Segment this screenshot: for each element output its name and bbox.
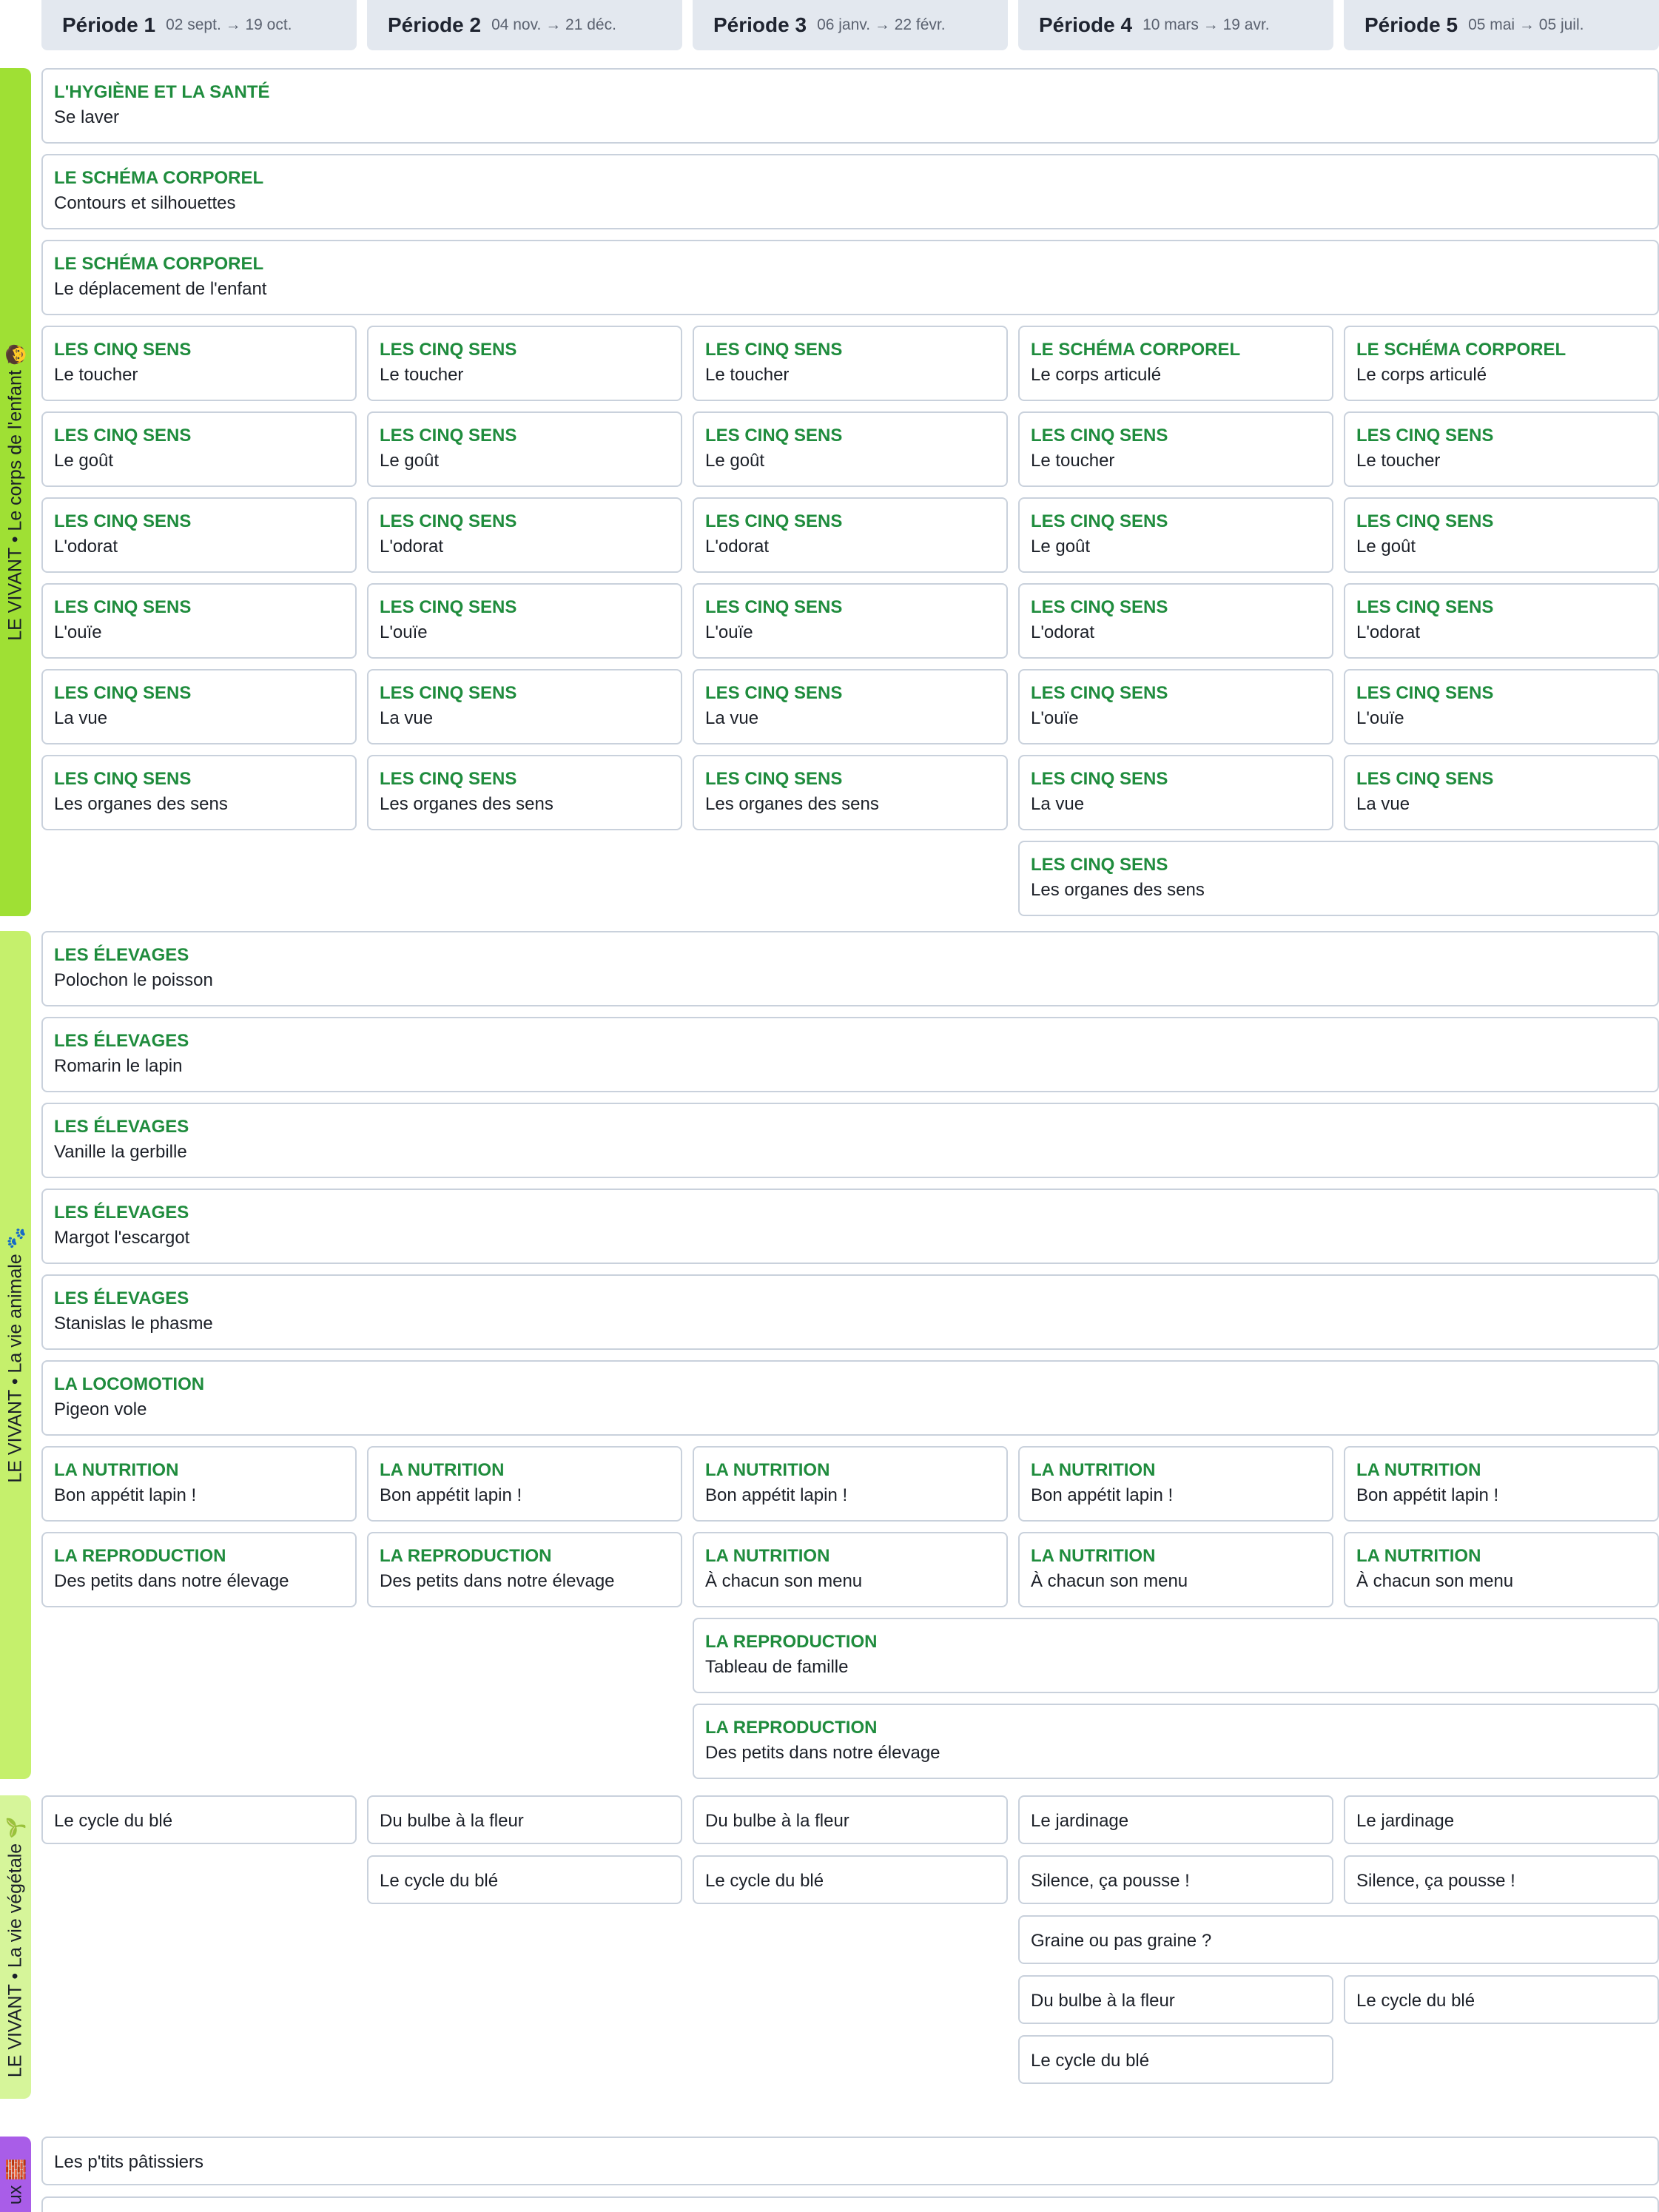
card-category: LE SCHÉMA CORPOREL: [1356, 340, 1567, 360]
card-category: LES CINQ SENS: [705, 597, 843, 617]
activity-card[interactable]: [693, 1446, 1008, 1522]
card-category: L'HYGIÈNE ET LA SANTÉ: [54, 82, 270, 102]
card-title: Bon appétit lapin !: [1031, 1485, 1174, 1505]
activity-card[interactable]: [1018, 583, 1333, 659]
card-category: LES CINQ SENS: [1031, 683, 1168, 703]
card-title: Le cycle du blé: [54, 1811, 173, 1831]
card-category: LES CINQ SENS: [705, 683, 843, 703]
card-title: La vue: [54, 708, 108, 728]
activity-card[interactable]: [41, 1103, 1659, 1178]
card-title: Les organes des sens: [705, 794, 879, 814]
card-title: Bon appétit lapin !: [380, 1485, 522, 1505]
card-title: Le toucher: [705, 365, 790, 385]
card-title: Le jardinage: [1031, 1811, 1129, 1831]
bricks-icon: 🧱: [5, 2159, 26, 2181]
period-header-1[interactable]: [41, 0, 357, 50]
activity-card[interactable]: [1344, 755, 1659, 830]
activity-card[interactable]: [1018, 1446, 1333, 1522]
card-category: LES ÉLEVAGES: [54, 1288, 189, 1308]
activity-card[interactable]: [41, 1360, 1659, 1436]
activity-card[interactable]: [1344, 1855, 1659, 1904]
activity-card[interactable]: [1344, 411, 1659, 487]
card-title: La vue: [380, 708, 434, 728]
card-title: Bon appétit lapin !: [705, 1485, 848, 1505]
activity-card[interactable]: [693, 669, 1008, 744]
activity-card[interactable]: [367, 755, 682, 830]
card-category: LES CINQ SENS: [1356, 597, 1494, 617]
card-title: Les organes des sens: [1031, 880, 1205, 900]
activity-card[interactable]: [1344, 1532, 1659, 1607]
card-category: LES CINQ SENS: [705, 340, 843, 360]
activity-card[interactable]: [693, 583, 1008, 659]
card-title: L'ouïe: [705, 622, 753, 642]
activity-card[interactable]: [1018, 1855, 1333, 1904]
card-category: LA NUTRITION: [1031, 1460, 1156, 1480]
activity-card[interactable]: [1344, 1446, 1659, 1522]
card-title: Le cycle du blé: [380, 1871, 499, 1891]
card-title: Du bulbe à la fleur: [705, 1811, 849, 1831]
card-title: À chacun son menu: [1031, 1571, 1188, 1591]
card-category: LE SCHÉMA CORPOREL: [54, 168, 264, 188]
activity-card[interactable]: [41, 1189, 1659, 1264]
period-header-2[interactable]: [367, 0, 682, 50]
card-category: LES CINQ SENS: [1031, 855, 1168, 875]
period-header-5[interactable]: [1344, 0, 1659, 50]
activity-card[interactable]: [1018, 411, 1333, 487]
paw-icon: 🐾: [5, 1227, 26, 1250]
activity-card[interactable]: [1344, 669, 1659, 744]
activity-card[interactable]: [1018, 497, 1333, 573]
activity-card[interactable]: [41, 68, 1659, 144]
card-title: Le toucher: [1031, 451, 1115, 471]
card-category: LE SCHÉMA CORPOREL: [1031, 340, 1241, 360]
activity-card[interactable]: [1344, 326, 1659, 401]
card-title: Le goût: [380, 451, 440, 471]
card-title: Vanille la gerbille: [54, 1142, 187, 1162]
activity-card[interactable]: [367, 1446, 682, 1522]
section-label-text: ux: [4, 2185, 26, 2205]
card-category: LA LOCOMOTION: [54, 1374, 205, 1394]
card-title: L'odorat: [380, 537, 443, 557]
card-category: LES CINQ SENS: [380, 683, 517, 703]
card-title: La vue: [1356, 794, 1410, 814]
activity-card-partial[interactable]: [41, 2196, 1659, 2212]
card-title: Le toucher: [380, 365, 464, 385]
activity-card[interactable]: [41, 583, 357, 659]
activity-card[interactable]: [693, 1704, 1659, 1779]
section-band-animale[interactable]: [0, 931, 31, 1779]
card-category: LA NUTRITION: [705, 1460, 830, 1480]
card-title: Les organes des sens: [54, 794, 228, 814]
card-category: LES CINQ SENS: [54, 769, 192, 789]
card-title: L'ouïe: [380, 622, 428, 642]
card-title: Bon appétit lapin !: [1356, 1485, 1499, 1505]
card-title: Le déplacement de l'enfant: [54, 279, 267, 299]
activity-card[interactable]: [41, 669, 357, 744]
card-title: Tableau de famille: [705, 1657, 849, 1677]
card-title: Le corps articulé: [1031, 365, 1162, 385]
section-band-next[interactable]: [0, 2137, 31, 2212]
activity-card[interactable]: [693, 1855, 1008, 1904]
activity-card[interactable]: [1018, 669, 1333, 744]
card-category: LES CINQ SENS: [1356, 769, 1494, 789]
activity-card[interactable]: [693, 326, 1008, 401]
card-category: LES CINQ SENS: [380, 597, 517, 617]
activity-card[interactable]: [367, 1855, 682, 1904]
activity-card[interactable]: [693, 497, 1008, 573]
period-name: Période 5: [1364, 13, 1458, 36]
activity-card[interactable]: [367, 326, 682, 401]
card-title: Le cycle du blé: [1031, 2051, 1150, 2071]
card-title: Se laver: [54, 107, 120, 127]
activity-card[interactable]: [1018, 1795, 1333, 1844]
card-category: LES CINQ SENS: [705, 511, 843, 531]
activity-card[interactable]: [41, 1274, 1659, 1350]
section-label: [5, 1227, 27, 1482]
card-category: LES CINQ SENS: [54, 597, 192, 617]
card-title: Le goût: [54, 451, 114, 471]
card-title: Du bulbe à la fleur: [380, 1811, 524, 1831]
card-title: Stanislas le phasme: [54, 1314, 213, 1334]
activity-card[interactable]: [41, 1446, 357, 1522]
card-title: Silence, ça pousse !: [1356, 1871, 1515, 1891]
card-title: Le corps articulé: [1356, 365, 1487, 385]
card-title: La vue: [1031, 794, 1085, 814]
card-category: LES CINQ SENS: [1031, 426, 1168, 446]
activity-card[interactable]: [367, 497, 682, 573]
card-category: LES ÉLEVAGES: [54, 945, 189, 965]
period-name: Période 2: [388, 13, 482, 36]
activity-card[interactable]: [1344, 1975, 1659, 2024]
section-band-vegetale[interactable]: [0, 1795, 31, 2099]
activity-card[interactable]: [1018, 1915, 1659, 1964]
card-category: LA REPRODUCTION: [705, 1632, 878, 1652]
card-title: Le goût: [1356, 537, 1416, 557]
card-category: LES CINQ SENS: [54, 426, 192, 446]
activity-card[interactable]: [1018, 1975, 1333, 2024]
card-category: LES CINQ SENS: [54, 340, 192, 360]
activity-card[interactable]: [1344, 497, 1659, 573]
card-category: LES ÉLEVAGES: [54, 1117, 189, 1137]
card-category: LES CINQ SENS: [1031, 769, 1168, 789]
activity-card[interactable]: [41, 240, 1659, 315]
seedling-icon: 🌱: [5, 1816, 26, 1839]
card-title: La vue: [705, 708, 759, 728]
activity-card[interactable]: [1344, 583, 1659, 659]
card-title: Le cycle du blé: [705, 1871, 824, 1891]
period-header-3[interactable]: [693, 0, 1008, 50]
card-category: LA NUTRITION: [380, 1460, 505, 1480]
activity-card[interactable]: [693, 1532, 1008, 1607]
card-title: Romarin le lapin: [54, 1056, 183, 1076]
activity-card[interactable]: [41, 755, 357, 830]
activity-card[interactable]: [41, 1532, 357, 1607]
card-category: LES CINQ SENS: [54, 683, 192, 703]
section-label: [5, 2159, 27, 2205]
card-category: LES CINQ SENS: [1356, 683, 1494, 703]
activity-card[interactable]: [41, 326, 357, 401]
card-category: LES CINQ SENS: [380, 426, 517, 446]
card-title: À chacun son menu: [705, 1571, 863, 1591]
activity-card[interactable]: [1344, 1795, 1659, 1844]
activity-card[interactable]: [693, 411, 1008, 487]
activity-card[interactable]: [1018, 2035, 1333, 2084]
card-title: Le toucher: [54, 365, 138, 385]
period-dates: 05 mai → 05 juil.: [1468, 16, 1584, 33]
card-category: LA NUTRITION: [54, 1460, 179, 1480]
activity-card[interactable]: [367, 583, 682, 659]
card-title: L'ouïe: [1031, 708, 1079, 728]
activity-card[interactable]: [1018, 841, 1659, 916]
card-title: Du bulbe à la fleur: [1031, 1991, 1175, 2011]
activity-card[interactable]: [41, 931, 1659, 1006]
card-title: Pigeon vole: [54, 1399, 147, 1419]
card-title: L'ouïe: [1356, 708, 1404, 728]
activity-card[interactable]: [1018, 326, 1333, 401]
card-title: L'ouïe: [54, 622, 102, 642]
card-category: LES CINQ SENS: [380, 511, 517, 531]
activity-card[interactable]: [41, 2137, 1659, 2185]
card-category: LES CINQ SENS: [705, 769, 843, 789]
card-title: Bon appétit lapin !: [54, 1485, 197, 1505]
card-category: LA NUTRITION: [1031, 1546, 1156, 1566]
card-category: LES CINQ SENS: [380, 769, 517, 789]
period-dates: 02 sept. → 19 oct.: [166, 16, 292, 33]
child-icon: 🧒: [5, 343, 26, 366]
card-title: Silence, ça pousse !: [1031, 1871, 1190, 1891]
card-category: LA REPRODUCTION: [705, 1718, 878, 1738]
card-title: Des petits dans notre élevage: [54, 1571, 289, 1591]
period-header-4[interactable]: [1018, 0, 1333, 50]
card-title: Le cycle du blé: [1356, 1991, 1475, 2011]
card-title: Le jardinage: [1356, 1811, 1455, 1831]
activity-card[interactable]: [367, 1795, 682, 1844]
card-category: LES CINQ SENS: [1031, 597, 1168, 617]
card-title: À chacun son menu: [1356, 1571, 1514, 1591]
section-label: [5, 343, 27, 640]
card-title: Des petits dans notre élevage: [380, 1571, 615, 1591]
card-title: Margot l'escargot: [54, 1228, 190, 1248]
card-title: Contours et silhouettes: [54, 193, 236, 213]
section-label: [5, 1817, 27, 2077]
section-label-text: LE VIVANT • La vie animale: [4, 1254, 26, 1483]
card-title: Le goût: [1031, 537, 1091, 557]
activity-card[interactable]: [41, 154, 1659, 229]
card-category: LA NUTRITION: [1356, 1460, 1481, 1480]
period-name: Période 4: [1039, 13, 1133, 36]
section-band-corps[interactable]: [0, 68, 31, 916]
card-category: LA REPRODUCTION: [54, 1546, 226, 1566]
card-category: LES CINQ SENS: [1031, 511, 1168, 531]
card-title: L'odorat: [1031, 622, 1094, 642]
card-category: LES ÉLEVAGES: [54, 1031, 189, 1051]
card-category: LES CINQ SENS: [1356, 511, 1494, 531]
card-category: LES ÉLEVAGES: [54, 1203, 189, 1223]
activity-card[interactable]: [1018, 1532, 1333, 1607]
period-dates: 04 nov. → 21 déc.: [491, 16, 616, 33]
card-category: LES CINQ SENS: [705, 426, 843, 446]
period-name: Période 1: [62, 13, 156, 36]
activity-card[interactable]: [367, 411, 682, 487]
card-category: LA REPRODUCTION: [380, 1546, 552, 1566]
card-title: Le toucher: [1356, 451, 1441, 471]
card-title: Graine ou pas graine ?: [1031, 1931, 1212, 1951]
activity-card[interactable]: [41, 1017, 1659, 1092]
card-title: Les p'tits pâtissiers: [54, 2152, 203, 2172]
card-title: Les organes des sens: [380, 794, 553, 814]
section-label-text: LE VIVANT • Le corps de l'enfant: [4, 370, 26, 641]
card-title: L'odorat: [1356, 622, 1420, 642]
card-category: LA NUTRITION: [705, 1546, 830, 1566]
card-category: LES CINQ SENS: [54, 511, 192, 531]
card-category: LA NUTRITION: [1356, 1546, 1481, 1566]
card-title: L'odorat: [705, 537, 769, 557]
card-title: Le goût: [705, 451, 765, 471]
card-title: Des petits dans notre élevage: [705, 1743, 940, 1763]
card-title: Polochon le poisson: [54, 970, 213, 990]
card-category: LE SCHÉMA CORPOREL: [54, 254, 264, 274]
activity-card[interactable]: [41, 497, 357, 573]
activity-card[interactable]: [367, 1532, 682, 1607]
card-category: LES CINQ SENS: [380, 340, 517, 360]
period-dates: 06 janv. → 22 févr.: [817, 16, 946, 33]
period-dates: 10 mars → 19 avr.: [1143, 16, 1270, 33]
section-label-text: LE VIVANT • La vie végétale: [4, 1843, 26, 2078]
activity-card[interactable]: [693, 755, 1008, 830]
activity-card[interactable]: [41, 411, 357, 487]
activity-card[interactable]: [367, 669, 682, 744]
activity-card[interactable]: [693, 1795, 1008, 1844]
card-category: LES CINQ SENS: [1356, 426, 1494, 446]
activity-card[interactable]: [693, 1618, 1659, 1693]
period-name: Période 3: [713, 13, 807, 36]
activity-card[interactable]: [1018, 755, 1333, 830]
activity-card[interactable]: [41, 1795, 357, 1844]
card-title: L'odorat: [54, 537, 118, 557]
